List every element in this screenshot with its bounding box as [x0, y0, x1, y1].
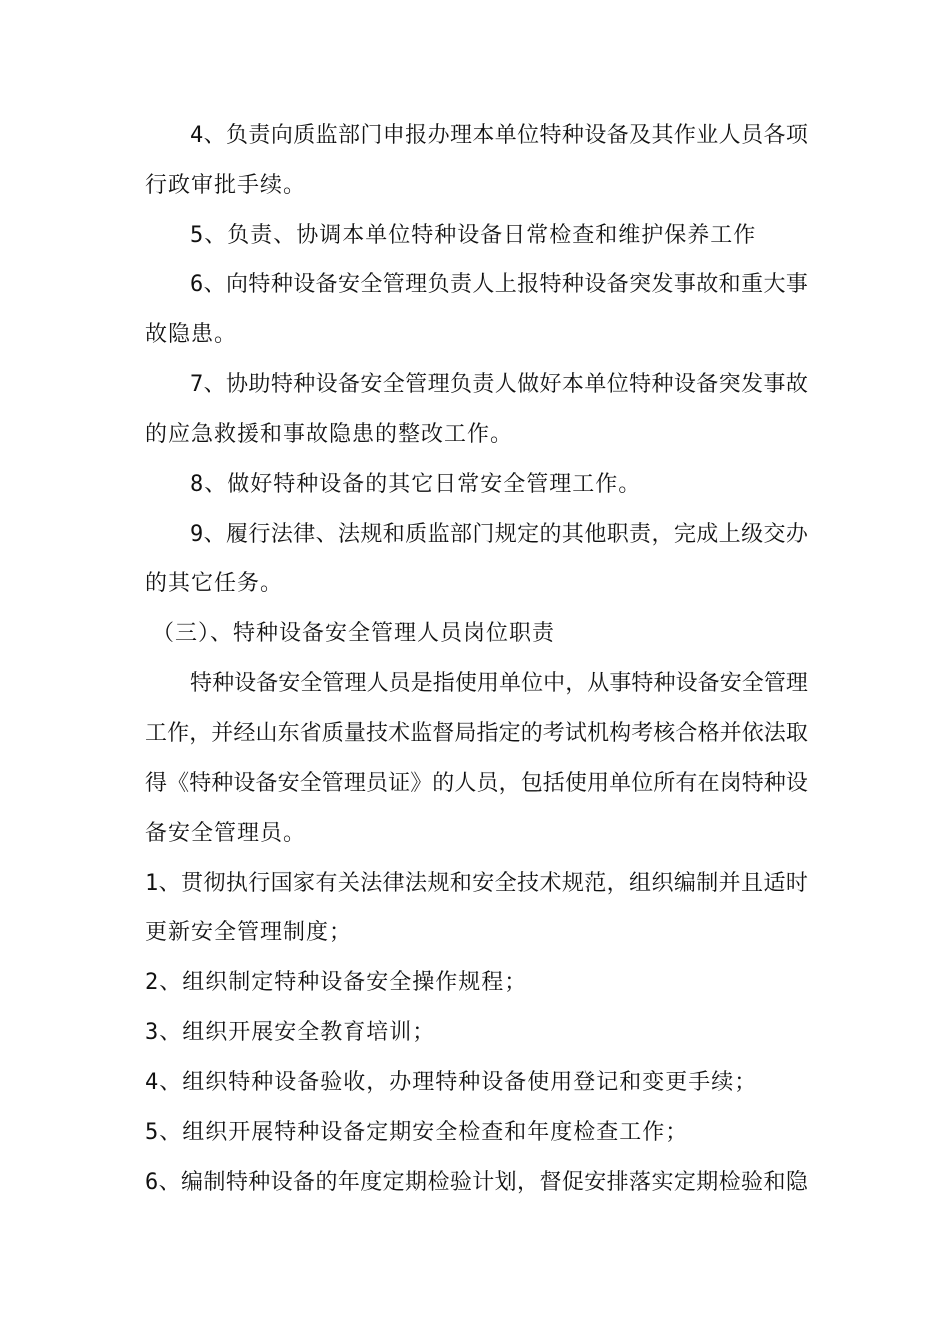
- text-line: 9、履行法律、法规和质监部门规定的其他职责，完成上级交办: [190, 522, 809, 547]
- text-line: 5、组织开展特种设备定期安全检查和年度检查工作；: [145, 1120, 689, 1145]
- text-line: 3、组织开展安全教育培训；: [145, 1020, 436, 1045]
- text-line: 1、贯彻执行国家有关法律法规和安全技术规范，组织编制并且适时: [145, 871, 809, 896]
- text-line: 工作，并经山东省质量技术监督局指定的考试机构考核合格并依法取: [145, 721, 809, 746]
- text-line: 6、编制特种设备的年度定期检验计划，督促安排落实定期检验和隐: [145, 1170, 809, 1195]
- text-line: 4、负责向质监部门申报办理本单位特种设备及其作业人员各项: [190, 123, 809, 148]
- text-line: 5、负责、协调本单位特种设备日常检查和维护保养工作: [190, 223, 757, 248]
- text-line: 特种设备安全管理人员是指使用单位中，从事特种设备安全管理: [190, 671, 809, 696]
- text-line: 故隐患。: [145, 322, 238, 347]
- text-line: 7、协助特种设备安全管理负责人做好本单位特种设备突发事故: [190, 372, 809, 397]
- text-line: 更新安全管理制度；: [145, 920, 353, 945]
- text-line: 的应急救援和事故隐患的整改工作。: [145, 422, 514, 447]
- text-line: 2、组织制定特种设备安全操作规程；: [145, 970, 528, 995]
- text-line: 备安全管理员。: [145, 821, 307, 846]
- text-line: 行政审批手续。: [145, 173, 307, 198]
- section-heading: （三）、特种设备安全管理人员岗位职责: [152, 621, 556, 646]
- text-line: 8、做好特种设备的其它日常安全管理工作。: [190, 472, 642, 497]
- text-line: 得《特种设备安全管理员证》的人员，包括使用单位所有在岗特种设: [145, 771, 809, 796]
- text-line: 4、组织特种设备验收，办理特种设备使用登记和变更手续；: [145, 1070, 758, 1095]
- text-line: 的其它任务。: [145, 571, 284, 596]
- text-line: 6、向特种设备安全管理负责人上报特种设备突发事故和重大事: [190, 272, 809, 297]
